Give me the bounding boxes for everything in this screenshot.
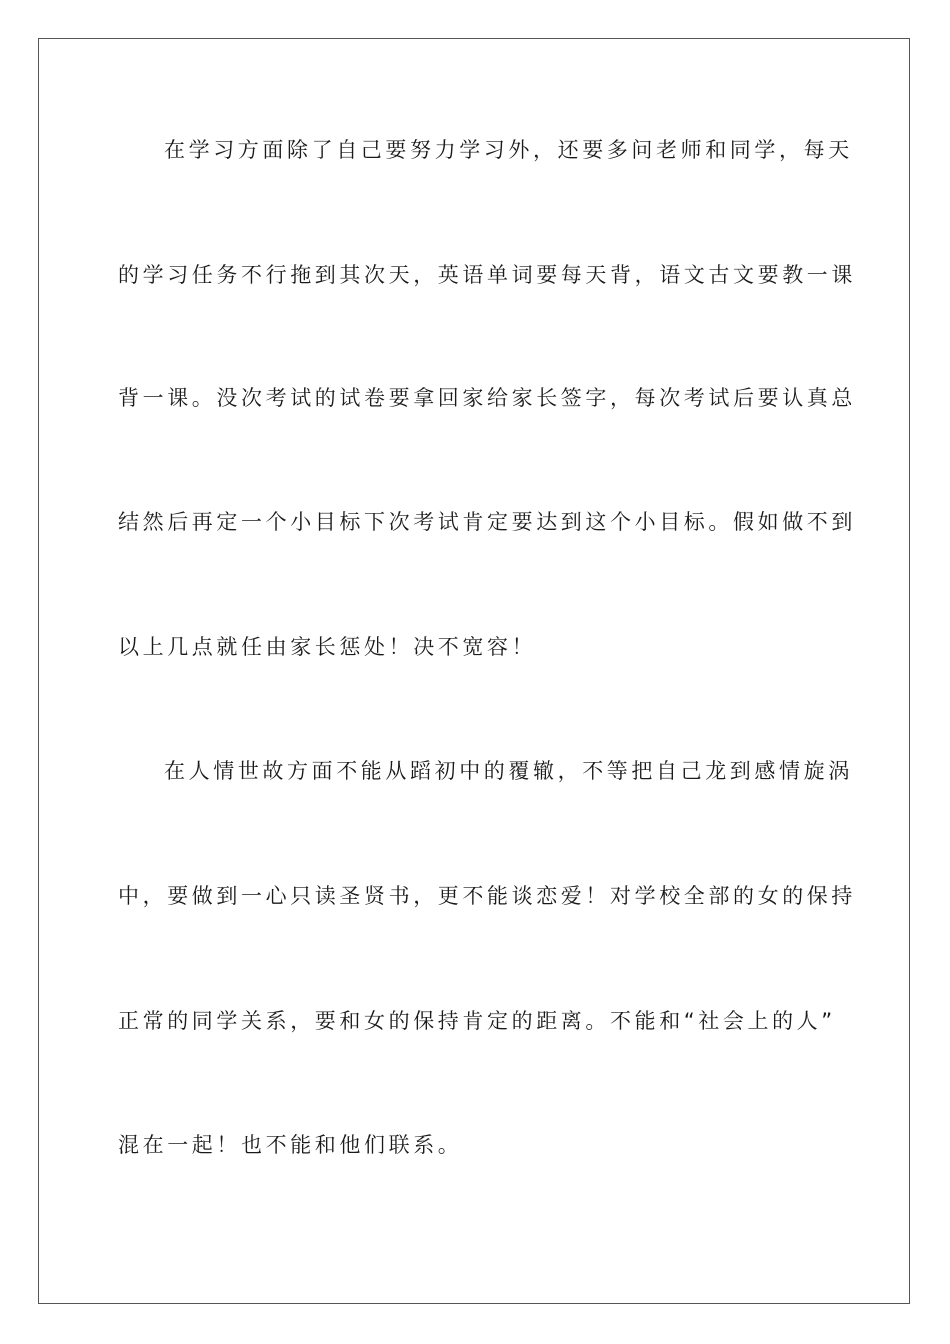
paragraph-line: 在人情世故方面不能从蹈初中的覆辙，不等把自己龙到感情旋涡 — [164, 759, 853, 783]
paragraph-line: 结然后再定一个小目标下次考试肯定要达到这个小目标。假如做不到 — [118, 510, 856, 534]
paragraph-line: 在学习方面除了自己要努力学习外，还要多问老师和同学，每天 — [164, 138, 853, 162]
paragraph-line: 的学习任务不行拖到其次天，英语单词要每天背，语文古文要教一课 — [118, 263, 856, 287]
page-border — [38, 38, 910, 1304]
paragraph-line: 以上几点就任由家长惩处！决不宽容！ — [118, 635, 537, 659]
paragraph-line: 背一课。没次考试的试卷要拿回家给家长签字，每次考试后要认真总 — [118, 386, 856, 410]
paragraph-line: 正常的同学关系，要和女的保持肯定的距离。不能和“社会上的人” — [118, 1009, 836, 1033]
paragraph-line: 混在一起！也不能和他们联系。 — [118, 1133, 463, 1157]
paragraph-line: 中，要做到一心只读圣贤书，更不能谈恋爱！对学校全部的女的保持 — [118, 884, 856, 908]
